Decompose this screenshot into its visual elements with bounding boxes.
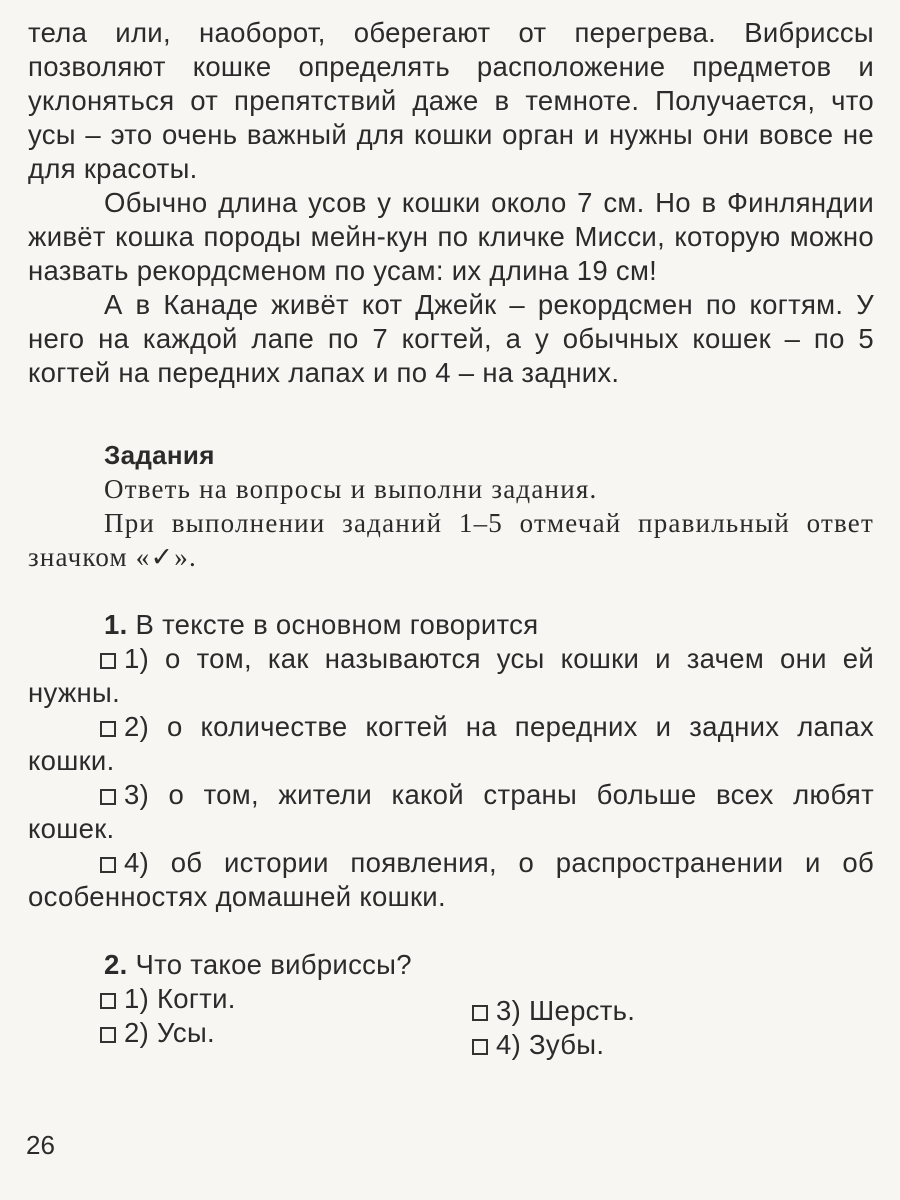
body-paragraph-2: Обычно длина усов у кошки около 7 см. Но в Финляндии живёт кошка породы мейн-кун по кличке Мисси, которую можно назвать рекордсменом по усам: их длина 19 см! <box>28 187 874 286</box>
option-label: 1) Когти. <box>124 983 236 1014</box>
option-label: 3) Шерсть. <box>496 995 636 1026</box>
question-2-title <box>104 948 874 982</box>
question-1-title <box>104 608 874 642</box>
question-2-text: Что такое вибриссы? <box>135 949 412 980</box>
question-2-option-1[interactable] <box>100 982 472 1016</box>
option-label: 3) о том, жители какой страны больше всех любят кошек. <box>28 779 874 844</box>
option-label: 2) о количестве когтей на передних и задних лапах кошки. <box>28 711 874 776</box>
option-label: 1) о том, как называются усы кошки и зачем они ей нужны. <box>28 643 874 708</box>
question-2-option-3[interactable] <box>472 994 874 1028</box>
question-2-options-left <box>100 982 472 1062</box>
question-1-option-2[interactable] <box>28 710 874 778</box>
checkbox-icon[interactable] <box>100 993 116 1009</box>
question-2-options <box>100 982 874 1062</box>
question-1-option-4[interactable] <box>28 846 874 914</box>
checkbox-icon[interactable] <box>472 1039 488 1055</box>
question-1-option-1[interactable] <box>28 642 874 710</box>
page-number: 26 <box>26 1130 55 1160</box>
question-1-number: 1. <box>104 609 128 640</box>
question-2-options-right <box>472 994 874 1062</box>
checkbox-icon[interactable] <box>100 1027 116 1043</box>
checkbox-icon[interactable] <box>472 1005 488 1021</box>
option-label: 2) Усы. <box>124 1017 215 1048</box>
option-label: 4) об истории появления, о распространении и об особенностях домашней кошки. <box>28 847 874 912</box>
checkbox-icon[interactable] <box>100 721 116 737</box>
body-paragraph-3: А в Канаде живёт кот Джейк – рекордсмен по когтям. У него на каждой лапе по 7 когтей, а у обычных кошек – по 5 когтей на передних лапах и по 4 – на задних. <box>28 289 874 388</box>
question-1-text: В тексте в основном говорится <box>135 609 539 640</box>
tasks-instruction-2: При выполнении заданий 1–5 отмечай правильный ответ значком «✓». <box>28 508 874 572</box>
question-2-option-2[interactable] <box>100 1016 472 1050</box>
question-2-number: 2. <box>104 949 128 980</box>
tasks-instruction-1: Ответь на вопросы и выполни задания. <box>104 474 598 504</box>
checkbox-icon[interactable] <box>100 789 116 805</box>
question-1-option-3[interactable] <box>28 778 874 846</box>
checkbox-icon[interactable] <box>100 857 116 873</box>
tasks-heading: Задания <box>104 440 215 470</box>
page-content <box>28 16 874 1062</box>
option-label: 4) Зубы. <box>496 1029 605 1060</box>
question-2-option-4[interactable] <box>472 1028 874 1062</box>
body-paragraph-1: тела или, наоборот, оберегают от перегрева. Вибриссы позволяют кошке определять расположение предметов и уклоняться от препятствий даже в темноте. Получается, что усы – это очень важный для кошки орган и нужны они вовсе не для красоты. <box>28 17 874 184</box>
checkbox-icon[interactable] <box>100 653 116 669</box>
